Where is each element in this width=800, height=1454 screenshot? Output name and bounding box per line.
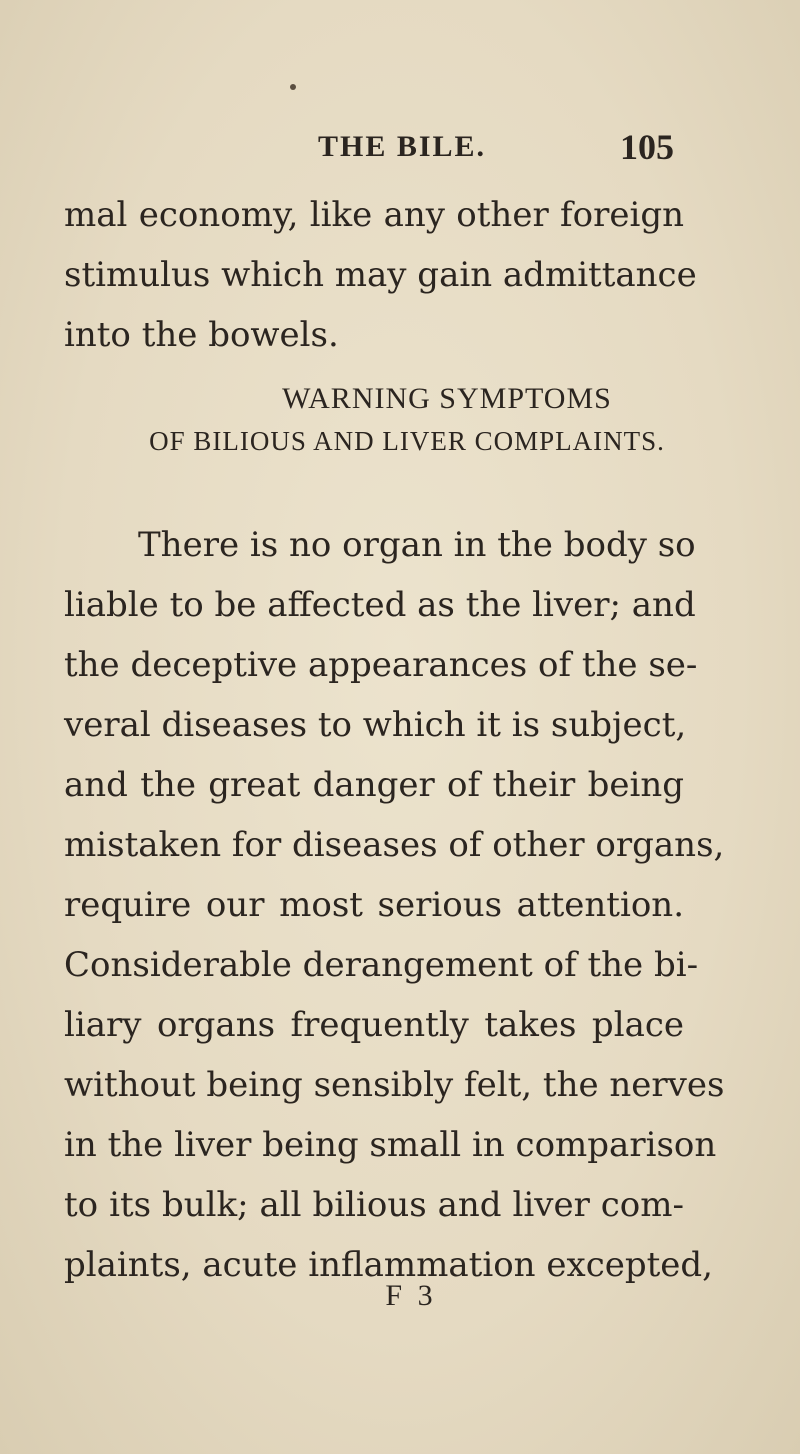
text-line: require our most serious attention.: [64, 885, 684, 925]
text-line: stimulus which may gain admittance: [64, 255, 697, 295]
section-heading-line-2: OF BILIOUS AND LIVER COMPLAINTS.: [149, 426, 665, 456]
text-line: in the liver being small in comparison: [64, 1125, 717, 1165]
text-line: Considerable derangement of the bi-: [64, 945, 699, 985]
page-number: 105: [620, 127, 674, 167]
running-head: [0, 127, 800, 167]
running-title: THE BILE.: [318, 130, 487, 163]
body-paragraph: [64, 515, 725, 1295]
section-heading-line-1: WARNING SYMPTOMS: [282, 382, 612, 415]
text-line: There is no organ in the body so: [138, 525, 696, 565]
text-line: veral diseases to which it is subject,: [64, 705, 687, 745]
text-line: liary organs frequently takes place: [64, 1005, 684, 1045]
text-line: into the bowels.: [64, 315, 339, 355]
text-line: liable to be affected as the liver; and: [64, 585, 696, 625]
text-line: without being sensibly felt, the nerves: [64, 1065, 725, 1105]
text-line: the deceptive appearances of the se-: [64, 645, 698, 685]
continuation-text: [64, 185, 697, 365]
text-line: and the great danger of their being: [64, 765, 684, 805]
text-line: mal economy, like any other foreign: [64, 195, 684, 235]
text-line: to its bulk; all bilious and liver com-: [64, 1185, 684, 1225]
ink-speck: [290, 84, 296, 90]
text-line: plaints, acute inflammation excepted,: [64, 1245, 713, 1285]
text-line: mistaken for diseases of other organs,: [64, 825, 725, 865]
signature-mark: F 3: [385, 1279, 437, 1312]
